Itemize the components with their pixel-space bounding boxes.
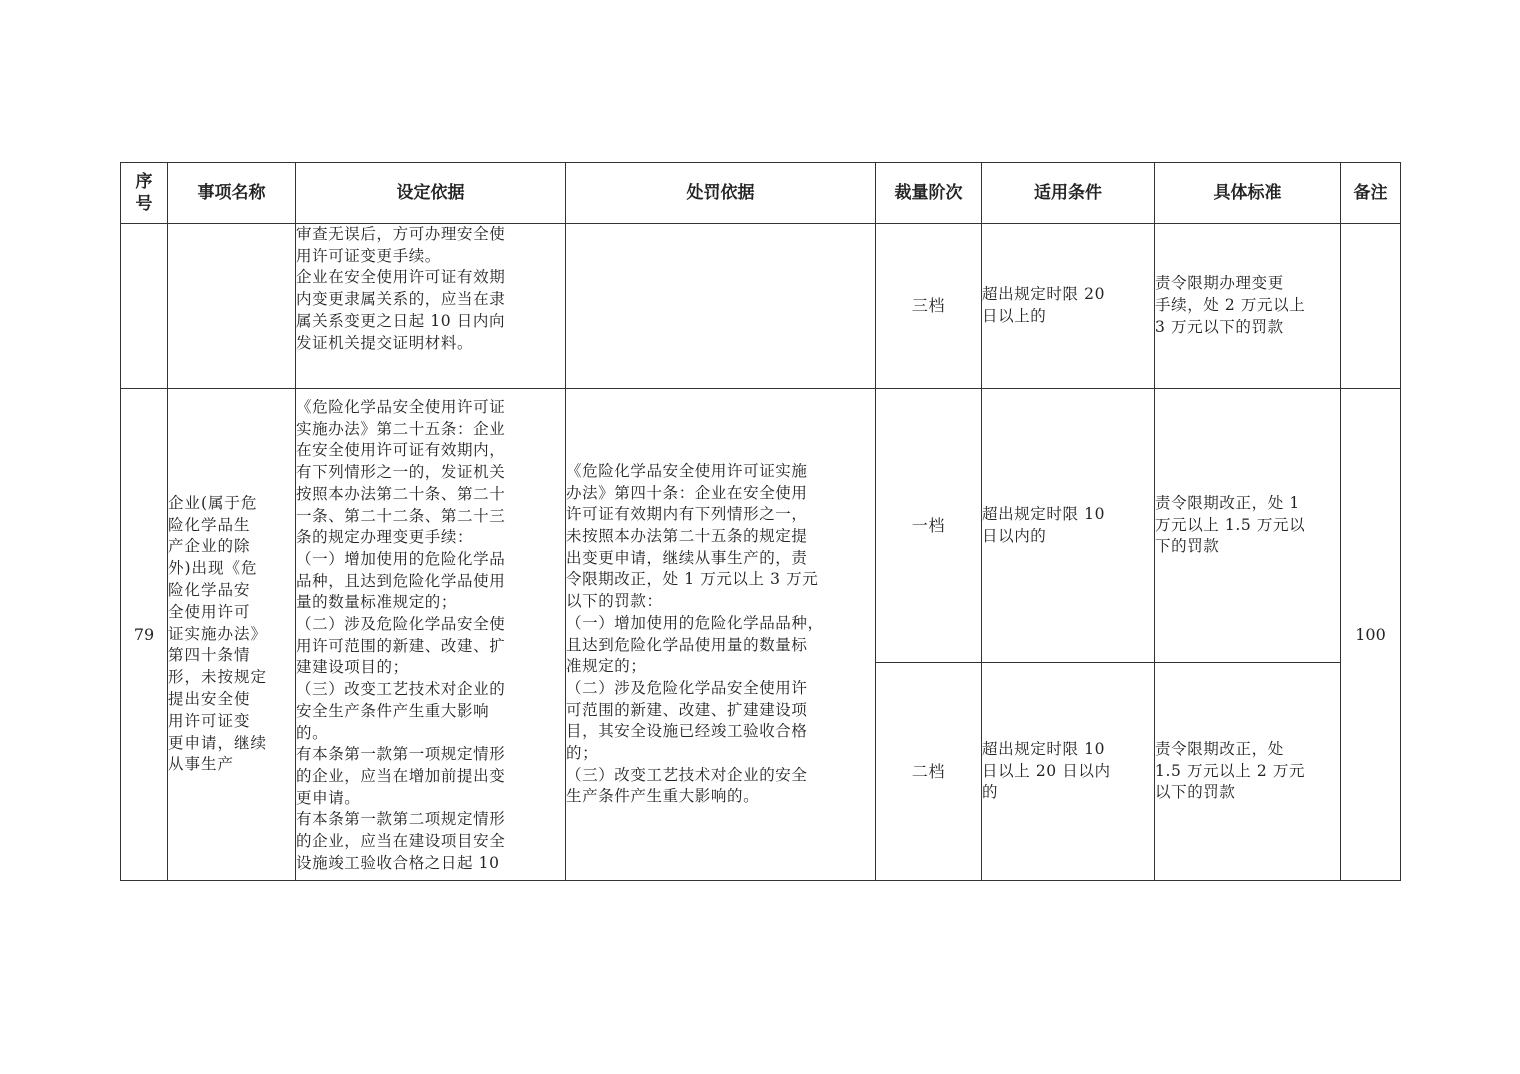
cell-remark-79: 100 xyxy=(1341,389,1401,881)
header-specific-standard: 具体标准 xyxy=(1155,163,1341,224)
cell-condition-tier-2: 超出规定时限 10 日以上 20 日以内 的 xyxy=(982,663,1155,881)
cell-remark-empty xyxy=(1341,224,1401,389)
table-row-continued xyxy=(121,224,1401,389)
penalty-standards-table xyxy=(120,162,1401,881)
header-penalty-basis: 处罚依据 xyxy=(566,163,876,224)
cell-tier-2: 二档 xyxy=(876,663,982,881)
header-item-name: 事项名称 xyxy=(168,163,296,224)
cell-setting-basis-79: 《危险化学品安全使用许可证 实施办法》第二十五条：企业 在安全使用许可证有效期内， 有下列情形之一的，发证机关 按照本办法第二十条、第二十 一条、第二十二条、第二十三 条的规定办理变更手续： （一）增加使用的危险化学品 品种，且达到危险化学品使用 量的数量标准规定的； （二）涉及危险化学品安全使 用许可范围的新建、改建、扩 建建设项目的； （三）改变工艺技术对企业的 安全生产条件产生重大影响 的。 有本条第一款第一项规定情形 的企业，应当在增加前提出变 更申请。 有本条第一款第二项规定情形 的企业，应当在建设项目安全 设施竣工验收合格之日起 10 xyxy=(296,389,566,881)
header-applicable-condition: 适用条件 xyxy=(982,163,1155,224)
cell-setting-basis-continued: 审查无误后，方可办理安全使 用许可证变更手续。 企业在安全使用许可证有效期 内变更隶属关系的，应当在隶 属关系变更之日起 10 日内向 发证机关提交证明材料。 xyxy=(296,224,566,389)
cell-seq-empty xyxy=(121,224,168,389)
header-remark: 备注 xyxy=(1341,163,1401,224)
cell-tier-3: 三档 xyxy=(876,224,982,389)
header-setting-basis: 设定依据 xyxy=(296,163,566,224)
cell-penalty-basis-79: 《危险化学品安全使用许可证实施 办法》第四十条：企业在安全使用 许可证有效期内有下列情形之一， 未按照本办法第二十五条的规定提 出变更申请，继续从事生产的，责 令限期改正，处 1 万元以上 3 万元 以下的罚款： （一）增加使用的危险化学品品种， 且达到危险化学品使用量的数量标 准规定的； （二）涉及危险化学品安全使用许 可范围的新建、改建、扩建建设项 目，其安全设施已经竣工验收合格 的； （三）改变工艺技术对企业的安全 生产条件产生重大影响的。 xyxy=(566,389,876,881)
cell-tier-1: 一档 xyxy=(876,389,982,663)
header-discretion-tier: 裁量阶次 xyxy=(876,163,982,224)
cell-standard-tier-1: 责令限期改正，处 1 万元以上 1.5 万元以 下的罚款 xyxy=(1155,389,1341,663)
cell-seq-79: 79 xyxy=(121,389,168,881)
table-row-79-tier-1 xyxy=(121,389,1401,663)
cell-name-empty xyxy=(168,224,296,389)
cell-standard-tier-3: 责令限期办理变更 手续，处 2 万元以上 3 万元以下的罚款 xyxy=(1155,224,1341,389)
cell-penalty-basis-empty xyxy=(566,224,876,389)
cell-standard-tier-2: 责令限期改正，处 1.5 万元以上 2 万元 以下的罚款 xyxy=(1155,663,1341,881)
header-seq: 序 号 xyxy=(121,163,168,224)
cell-item-name-79: 企业(属于危 险化学品生 产企业的除 外)出现《危 险化学品安 全使用许可 证实施办法》 第四十条情 形，未按规定 提出安全使 用许可证变 更申请，继续 从事生产 xyxy=(168,389,296,881)
cell-condition-tier-1: 超出规定时限 10 日以内的 xyxy=(982,389,1155,663)
table-header-row xyxy=(121,163,1401,224)
cell-condition-tier-3: 超出规定时限 20 日以上的 xyxy=(982,224,1155,389)
